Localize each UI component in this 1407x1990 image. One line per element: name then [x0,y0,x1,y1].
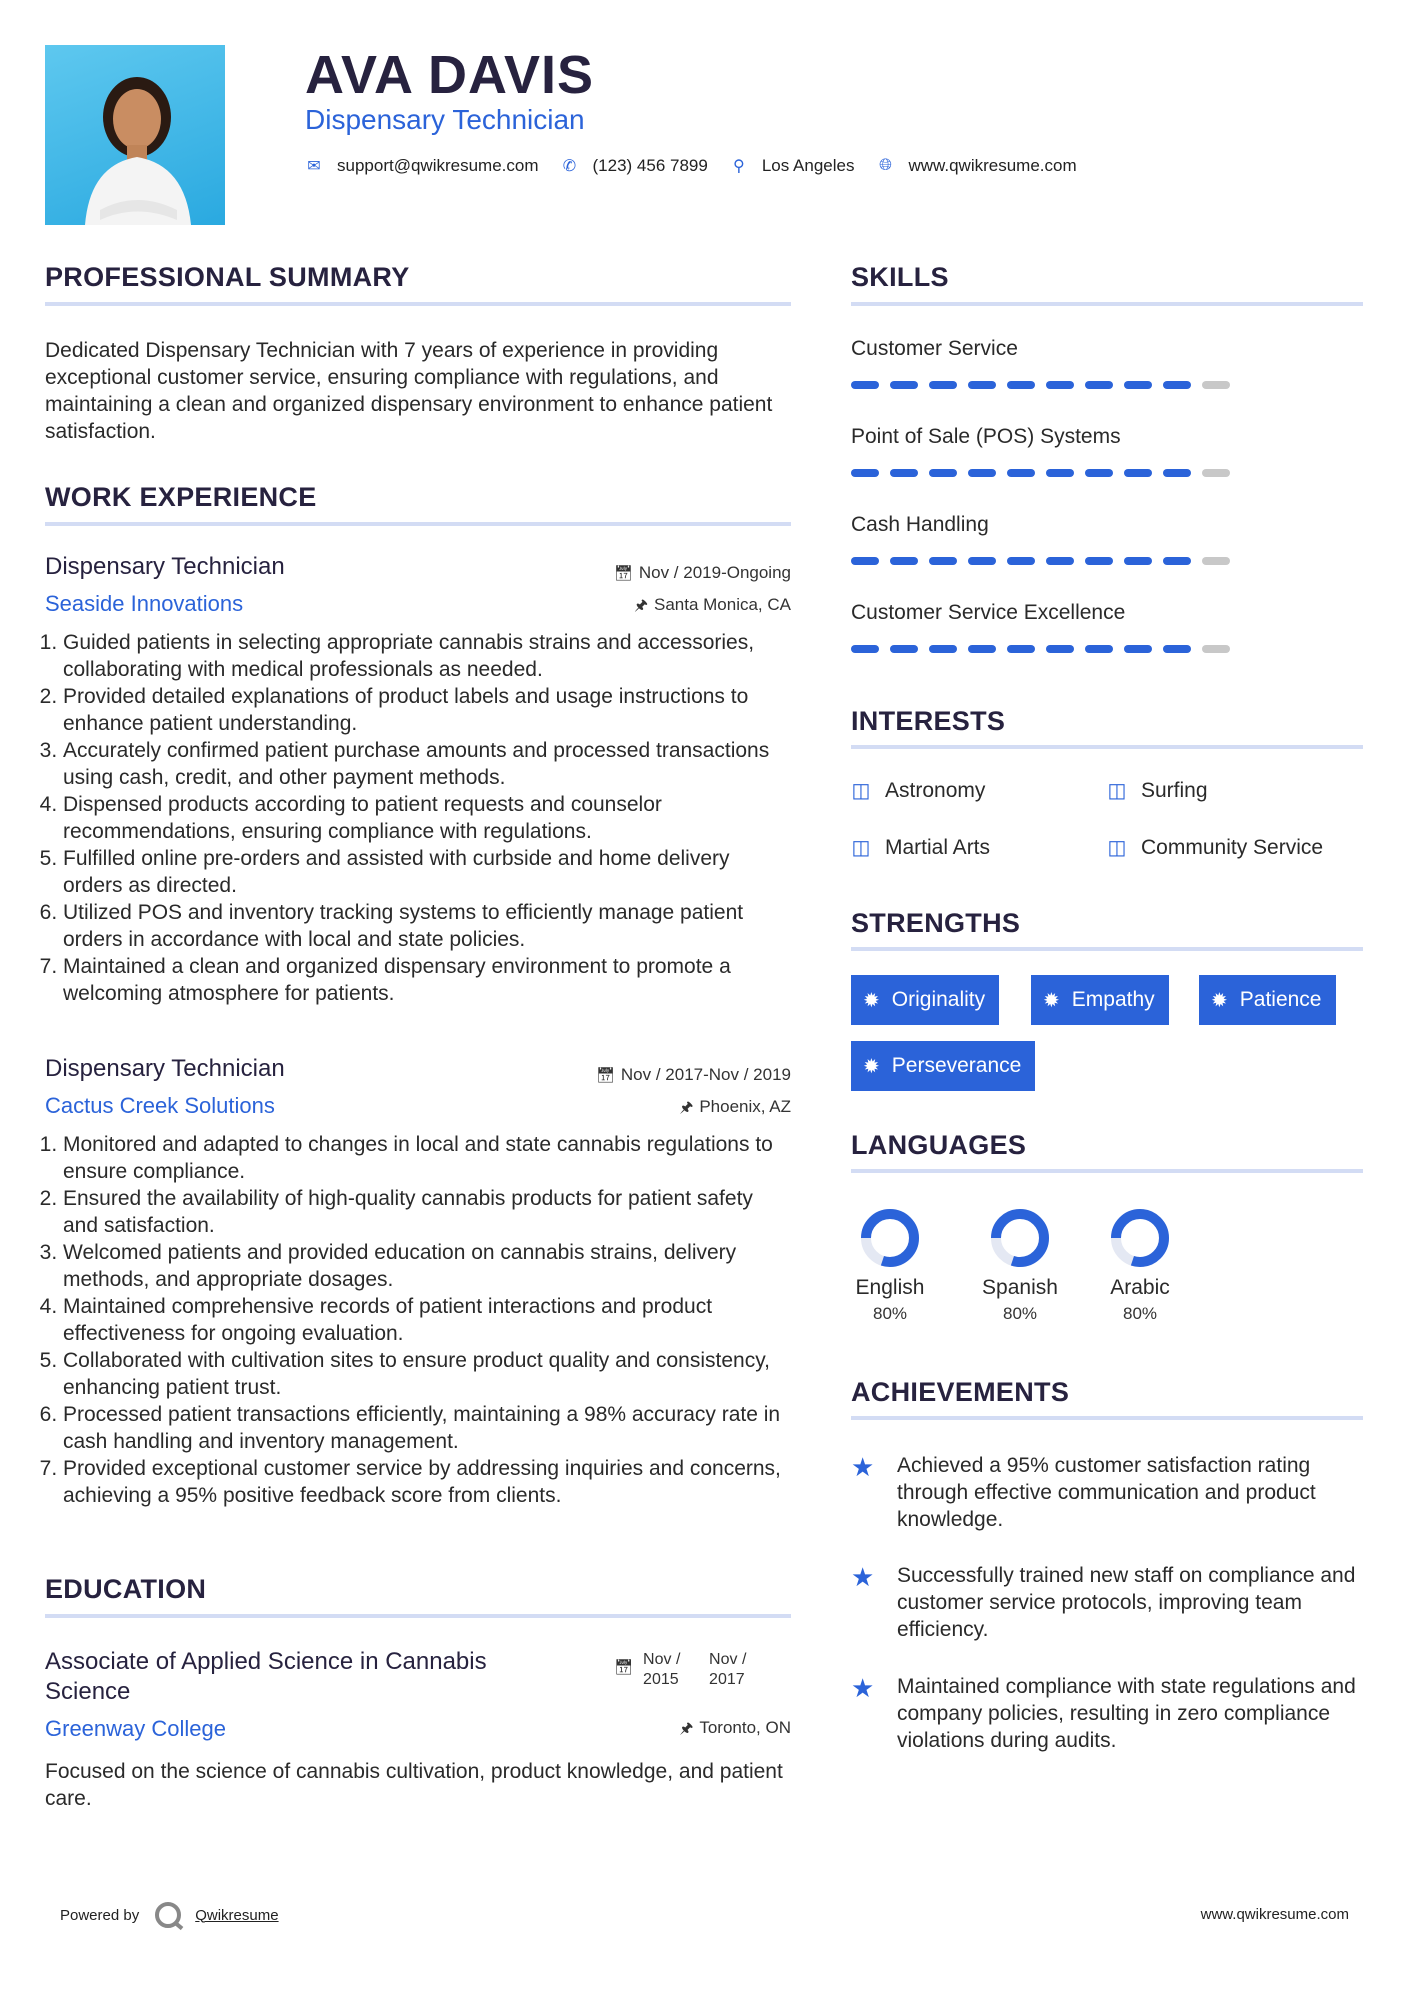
achievements-heading: ACHIEVEMENTS [851,1377,1070,1407]
contact-bar [305,156,1099,176]
skill-rating [851,557,1241,565]
job-dates [596,1065,791,1085]
language-name: Arabic [1110,1276,1170,1299]
job-dates-text: Nov / 2017-Nov / 2019 [620,1065,791,1084]
skill-dot-filled [1124,557,1152,565]
contact-phone[interactable]: (123) 456 7899 [592,156,708,175]
job-title: Dispensary Technician [45,1055,285,1082]
job-bullet: 6. Processed patient transactions efficiently, maintaining a 98% accuracy rate in cash handling and inventory management. [63,1401,791,1455]
job-bullet: 3. Accurately confirmed patient purchase amounts and processed transactions using cash, credit, and other payment methods. [63,737,791,791]
job-entry [45,553,791,1007]
languages-rule [851,1169,1363,1173]
skill-item [851,337,1241,389]
interests-rule [851,745,1363,749]
candidate-title: Dispensary Technician [305,104,585,135]
interest-label: Astronomy [885,778,986,802]
skill-dot-filled [1163,557,1191,565]
achievements-rule [851,1416,1363,1420]
skill-dot-filled [851,381,879,389]
job-location-text: Phoenix, AZ [699,1097,791,1116]
summary-rule [45,302,791,306]
skill-dot-filled [890,645,918,653]
job-bullet: 1. Guided patients in selecting appropriate cannabis strains and accessories, collaborating with medical professionals as needed. [63,629,791,683]
person-portrait-icon [45,45,225,225]
job-bullet: 5. Fulfilled online pre-orders and assisted with curbside and home delivery orders as directed. [63,845,791,899]
language-name: Spanish [982,1276,1058,1299]
contact-website[interactable]: www.qwikresume.com [908,156,1077,175]
shooting-star-icon: ★ [851,1562,875,1592]
skill-dot-filled [851,557,879,565]
skill-dot-filled [1007,645,1035,653]
education-end [709,1650,769,1690]
school-name: Greenway College [45,1716,226,1741]
strength-label: Originality [891,988,986,1011]
degree-line-2: Science [45,1678,131,1705]
skill-dot-filled [1007,469,1035,477]
strength-badge [1031,975,1169,1025]
experience-rule [45,522,791,526]
job-entry [45,1055,791,1509]
skills-rule [851,302,1363,306]
strength-badge [851,975,999,1025]
job-dates [614,563,791,583]
language-item [840,1206,940,1324]
strength-label: Empathy [1071,988,1155,1011]
skill-dot-empty [1202,557,1230,565]
achievement-item [851,1673,1367,1754]
qwikresume-link[interactable]: Qwikresume [195,1906,279,1924]
skill-dot-empty [1202,645,1230,653]
skill-dot-filled [1124,645,1152,653]
pushpin-icon: 🖈︎ [679,1720,694,1737]
skill-dot-filled [968,469,996,477]
skill-dot-filled [1163,645,1191,653]
footer-powered-by [60,1902,279,1928]
skill-dot-filled [929,469,957,477]
phone-icon: ✆ [562,158,577,175]
language-name: English [855,1276,925,1299]
job-location [634,595,791,620]
education-start-month: Nov / [643,1651,681,1668]
education-end-year: 2017 [709,1671,745,1688]
skill-dot-filled [1085,645,1113,653]
shooting-star-icon: ★ [851,1452,875,1482]
badge-icon: ✹ [1211,989,1228,1012]
book-icon: ◫ [851,837,871,859]
job-bullets [45,629,791,1007]
education-location-text: Toronto, ON [699,1718,791,1737]
powered-by-label: Powered by [60,1906,140,1924]
pushpin-icon: 🖈︎ [634,597,648,614]
skill-dot-filled [1085,469,1113,477]
strength-badge [1199,975,1336,1025]
profile-photo [45,45,225,225]
skill-dot-filled [968,557,996,565]
skill-item [851,425,1241,477]
language-progress-ring [988,1206,1052,1270]
strength-badge [851,1041,1035,1091]
envelope-icon: ✉ [307,158,321,175]
language-progress-ring [1108,1206,1172,1270]
skills-heading: SKILLS [851,262,949,292]
calendar-icon: 📅︎ [614,1659,634,1676]
interest-item [1107,835,1323,860]
education-description: Focused on the science of cannabis cultivation, product knowledge, and patient care. [45,1760,783,1810]
book-icon: ◫ [851,780,871,802]
skill-dot-filled [851,645,879,653]
skill-name: Cash Handling [851,513,989,536]
shooting-star-icon: ★ [851,1673,875,1703]
language-percent: 80% [1122,1304,1158,1323]
degree-line-1: Associate of Applied Science in Cannabis [45,1648,487,1675]
achievement-item [851,1562,1367,1643]
job-bullet: 3. Welcomed patients and provided education on cannabis strains, delivery methods, and appropriate dosages. [63,1239,791,1293]
contact-location: Los Angeles [761,156,855,175]
education-location [679,1718,791,1743]
skill-dot-filled [1124,469,1152,477]
skill-dot-filled [968,381,996,389]
skill-rating [851,469,1241,477]
skill-dot-filled [1163,469,1191,477]
skill-item [851,601,1241,653]
skill-dot-filled [929,381,957,389]
achievement-text: Successfully trained new staff on compliance and customer service protocols, improving team efficiency. [897,1564,1356,1641]
skill-name: Customer Service Excellence [851,601,1126,624]
skill-dot-empty [1202,469,1230,477]
skill-dot-filled [1046,645,1074,653]
skill-dot-filled [890,557,918,565]
skill-name: Point of Sale (POS) Systems [851,425,1121,448]
job-location [679,1097,791,1122]
skill-dot-filled [1124,381,1152,389]
language-percent: 80% [872,1304,908,1323]
job-bullet: 2. Provided detailed explanations of product labels and usage instructions to enhance patient understanding. [63,683,791,737]
education-rule [45,1614,791,1618]
skill-item [851,513,1241,565]
skill-rating [851,645,1241,653]
skill-dot-filled [1085,381,1113,389]
skill-dot-filled [968,645,996,653]
job-company: Cactus Creek Solutions [45,1093,275,1118]
skill-dot-filled [890,381,918,389]
interest-label: Martial Arts [885,835,991,859]
strength-label: Perseverance [891,1054,1022,1077]
badge-icon: ✹ [1043,989,1060,1012]
job-bullet: 4. Maintained comprehensive records of patient interactions and product effectiveness for ongoing evaluation. [63,1293,791,1347]
achievement-text: Achieved a 95% customer satisfaction rating through effective communication and product knowledge. [897,1454,1316,1531]
skill-dot-filled [1085,557,1113,565]
candidate-name: AVA DAVIS [305,45,595,105]
degree-title [45,1647,605,1707]
qwikresume-logo-icon [155,1902,181,1928]
interest-label: Surfing [1141,778,1208,802]
badge-icon: ✹ [863,989,880,1012]
strengths-rule [851,947,1363,951]
experience-heading: WORK EXPERIENCE [45,482,317,512]
education-dates [614,1650,769,1690]
skill-dot-filled [929,645,957,653]
book-icon: ◫ [1107,780,1127,802]
job-bullets [45,1131,791,1509]
skill-rating [851,381,1241,389]
contact-email[interactable]: support@qwikresume.com [337,156,539,175]
skill-dot-filled [890,469,918,477]
pushpin-icon: 🖈︎ [679,1099,694,1116]
interest-item [1107,778,1208,803]
education-start-year: 2015 [643,1671,679,1688]
education-heading: EDUCATION [45,1574,207,1604]
skill-dot-filled [1007,381,1035,389]
book-icon: ◫ [1107,837,1127,859]
language-percent: 80% [1002,1304,1038,1323]
skill-name: Customer Service [851,337,1018,360]
calendar-icon: 📅︎ [613,565,633,582]
interest-item [851,835,990,860]
job-bullet: 5. Collaborated with cultivation sites to ensure product quality and consistency, enhancing patient trust. [63,1347,791,1401]
interest-label: Community Service [1141,835,1324,859]
language-item [1090,1206,1190,1324]
job-title: Dispensary Technician [45,553,285,580]
language-progress-ring [858,1206,922,1270]
skill-dot-filled [1046,381,1074,389]
job-bullet: 7. Provided exceptional customer service by addressing inquiries and concerns, achieving a 95% positive feedback score from clients. [63,1455,791,1509]
job-company: Seaside Innovations [45,591,244,616]
skill-dot-filled [1046,557,1074,565]
job-dates-text: Nov / 2019-Ongoing [638,563,791,582]
footer-website[interactable]: www.qwikresume.com [1200,1906,1349,1923]
job-bullet: 6. Utilized POS and inventory tracking systems to efficiently manage patient orders in accordance with local and state policies. [63,899,791,953]
job-bullet: 4. Dispensed products according to patient requests and counselor recommendations, ensuring compliance with regulations. [63,791,791,845]
skill-dot-filled [1163,381,1191,389]
skill-dot-filled [1046,469,1074,477]
education-end-month: Nov / [709,1651,747,1668]
strengths-heading: STRENGTHS [851,908,1021,938]
strength-label: Patience [1239,988,1322,1011]
job-bullet: 7. Maintained a clean and organized dispensary environment to promote a welcoming atmosphere for patients. [63,953,791,1007]
languages-heading: LANGUAGES [851,1130,1027,1160]
interests-heading: INTERESTS [851,706,1006,736]
job-bullet: 1. Monitored and adapted to changes in local and state cannabis regulations to ensure compliance. [63,1131,791,1185]
badge-icon: ✹ [863,1055,880,1078]
language-item [970,1206,1070,1324]
achievement-text: Maintained compliance with state regulations and company policies, resulting in zero compliance violations during audits. [897,1675,1356,1752]
skill-dot-filled [929,557,957,565]
achievement-item [851,1452,1367,1533]
job-location-text: Santa Monica, CA [653,595,791,614]
summary-heading: PROFESSIONAL SUMMARY [45,262,410,292]
skill-dot-filled [1007,557,1035,565]
education-start [643,1650,709,1690]
location-pin-icon: ⚲ [732,158,745,175]
calendar-icon: 📅︎ [595,1067,615,1084]
job-bullet: 2. Ensured the availability of high-quality cannabis products for patient safety and satisfaction. [63,1185,791,1239]
globe-icon: 🌐︎ [879,157,892,174]
skill-dot-filled [851,469,879,477]
interest-item [851,778,985,803]
skill-dot-empty [1202,381,1230,389]
summary-text: Dedicated Dispensary Technician with 7 years of experience in providing exceptional customer service, ensuring compliance with regulations, and maintaining a clean and organized dispensary environment to enhance patient satisfaction. [45,339,773,443]
